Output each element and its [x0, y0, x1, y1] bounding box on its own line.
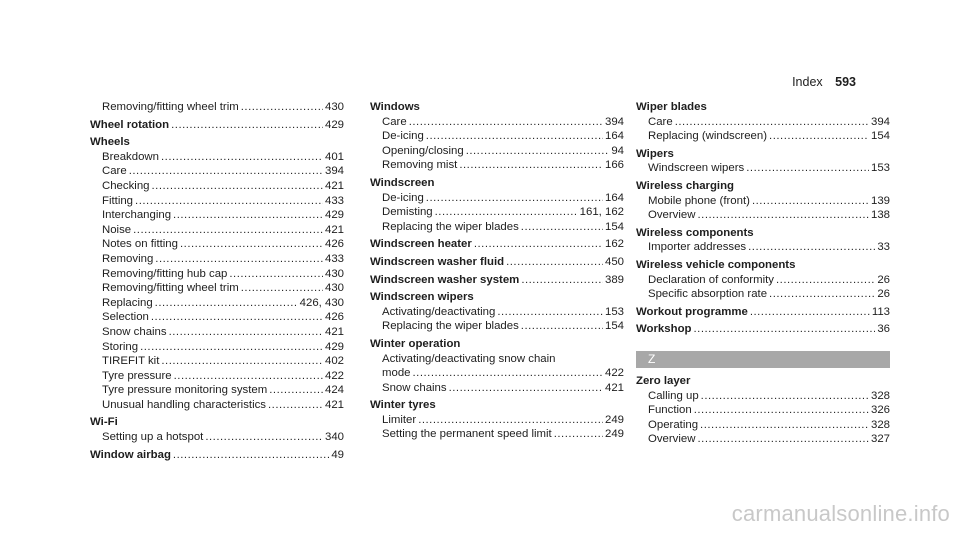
index-heading: Wiper blades [636, 101, 707, 113]
entry-text: TIREFIT kit [102, 355, 160, 368]
index-heading-entry[interactable] [370, 237, 624, 252]
dot-leader [521, 220, 603, 235]
page-ref: 154 [870, 130, 890, 143]
index-entry [90, 118, 344, 133]
index-entry [370, 176, 624, 234]
dot-leader [413, 366, 603, 381]
dot-leader [700, 418, 869, 433]
entry-text: Opening/closing [382, 144, 464, 157]
index-heading: Winter operation [370, 337, 461, 350]
index-heading-entry[interactable] [90, 448, 344, 463]
sub-entry[interactable] [636, 403, 890, 418]
index-entry [370, 290, 624, 334]
page-ref: 326 [870, 404, 890, 417]
index-heading-entry[interactable] [370, 255, 624, 270]
entry-text: Window airbag [90, 448, 171, 461]
entry-text: Setting up a hotspot [102, 431, 204, 444]
page-ref: 389 [604, 273, 624, 286]
index-entry [370, 398, 624, 442]
index-entry [90, 135, 344, 412]
sub-entry[interactable] [90, 179, 344, 194]
index-heading: Wheels [90, 136, 130, 149]
index-entry [636, 374, 890, 447]
sub-entry[interactable] [370, 305, 624, 320]
page-ref: 426 [324, 311, 344, 324]
dot-leader [174, 369, 323, 384]
sub-entry[interactable] [370, 144, 624, 159]
page-ref: 340 [324, 431, 344, 444]
entry-text: Limiter [382, 413, 417, 426]
index-heading: Wireless vehicle components [636, 258, 796, 271]
page-ref: 113 [871, 305, 890, 318]
dot-leader [268, 398, 323, 413]
entry-text: Checking [102, 179, 150, 192]
index-column-3 [636, 100, 890, 450]
dot-leader [241, 100, 323, 115]
entry-text: Care [648, 115, 673, 128]
index-entry [370, 337, 624, 395]
entry-text: De-icing [382, 191, 424, 204]
page-ref: 422 [604, 367, 624, 380]
dot-leader [426, 129, 603, 144]
page-ref: 139 [870, 194, 890, 207]
dot-leader [173, 448, 329, 463]
dot-leader [466, 144, 610, 159]
sub-entry[interactable] [370, 158, 624, 173]
dot-leader [155, 252, 323, 267]
dot-leader [554, 427, 603, 442]
dot-leader [506, 255, 603, 270]
page-ref: 249 [604, 428, 624, 441]
entry-text: Importer addresses [648, 241, 747, 254]
sub-entry[interactable] [90, 325, 344, 340]
page-ref: 49 [331, 448, 344, 461]
page-ref: 94 [611, 144, 624, 157]
page-ref: 154 [604, 320, 624, 333]
entry-text: Windscreen washer fluid [370, 255, 505, 268]
page-ref: 430 [324, 101, 344, 113]
entry-text: Windscreen washer system [370, 273, 520, 286]
sub-entry[interactable] [90, 208, 344, 223]
sub-entry[interactable] [636, 161, 890, 176]
dot-leader [409, 115, 603, 130]
entry-text: Care [382, 115, 407, 128]
page-ref: 433 [324, 194, 344, 207]
entry-text: Snow chains [102, 325, 167, 338]
page-ref: 164 [604, 191, 624, 204]
dot-leader [418, 413, 603, 428]
index-heading: Winter tyres [370, 399, 436, 412]
entry-text: Specific absorption rate [648, 288, 768, 301]
entry-text: Overview [648, 209, 696, 222]
dot-leader [129, 164, 323, 179]
entry-text: Unusual handling characteristics [102, 398, 266, 411]
page-ref: 153 [604, 305, 624, 318]
sub-entry[interactable] [90, 267, 344, 282]
dot-leader [497, 305, 603, 320]
dot-leader [180, 237, 323, 252]
sub-entry[interactable] [370, 413, 624, 428]
page-ref: 153 [870, 162, 890, 175]
entry-text: Selection [102, 311, 149, 324]
dot-leader [694, 403, 869, 418]
dot-leader [697, 208, 869, 223]
page-ref: 26 [877, 273, 890, 286]
page-ref: 402 [324, 355, 344, 368]
dot-leader [135, 194, 323, 209]
entry-text: mode [382, 367, 411, 380]
entry-text: Notes on fitting [102, 238, 178, 251]
page-ref: 430 [324, 267, 344, 280]
index-column-1 [90, 100, 344, 465]
page-ref: 394 [324, 165, 344, 178]
dot-leader [426, 191, 603, 206]
dot-leader [521, 273, 603, 288]
sub-entry[interactable] [90, 194, 344, 209]
index-heading: Wireless charging [636, 179, 735, 192]
page-ref: 164 [604, 130, 624, 143]
sub-entry[interactable] [90, 398, 344, 413]
sub-entry[interactable] [370, 205, 624, 220]
entry-text: Operating [648, 418, 699, 431]
entry-text: Breakdown [102, 150, 159, 163]
sub-entry[interactable] [90, 369, 344, 384]
index-entry [370, 273, 624, 288]
index-heading: Windows [370, 101, 420, 113]
index-entry [636, 258, 890, 302]
page-ref: 162 [604, 238, 624, 251]
index-entry [370, 237, 624, 252]
index-heading-entry[interactable] [370, 273, 624, 288]
dot-leader [152, 179, 323, 194]
entry-text: Snow chains [382, 381, 447, 394]
page-ref: 33 [877, 241, 890, 254]
dot-leader [701, 389, 869, 404]
sub-entry[interactable] [90, 237, 344, 252]
entry-text: Demisting [382, 206, 433, 219]
entry-text: Care [102, 165, 127, 178]
index-entry [370, 100, 624, 173]
page-ref: 426 [324, 238, 344, 251]
sub-entry[interactable] [636, 115, 890, 130]
page-ref: 328 [870, 389, 890, 402]
index-entry [636, 305, 890, 320]
entry-text: Overview [648, 433, 696, 446]
index-entry [90, 100, 344, 115]
entry-text: Replacing the wiper blades [382, 220, 519, 233]
page-ref: 421 [604, 381, 624, 394]
entry-text: Fitting [102, 194, 134, 207]
page-ref: 426, 430 [299, 296, 344, 309]
sub-entry[interactable] [90, 100, 344, 115]
index-entry [636, 147, 890, 176]
sub-entry[interactable] [636, 287, 890, 302]
index-heading-entry[interactable] [636, 305, 890, 320]
page-ref: 429 [324, 340, 344, 353]
page-ref: 394 [604, 115, 624, 128]
dot-leader [169, 325, 323, 340]
sub-entry[interactable] [90, 310, 344, 325]
section-header-z: Z [636, 351, 890, 368]
entry-text: Removing/fitting wheel trim [102, 282, 239, 295]
index-entry [636, 226, 890, 255]
sub-entry[interactable] [90, 340, 344, 355]
entry-text: Noise [102, 223, 132, 236]
page-ref: 421 [324, 223, 344, 236]
entry-text: Calling up [648, 389, 699, 402]
page-ref: 328 [870, 418, 890, 431]
dot-leader [229, 267, 323, 282]
sub-entry[interactable] [90, 383, 344, 398]
page-ref: 421 [324, 325, 344, 338]
dot-leader [459, 158, 603, 173]
dot-leader [269, 383, 323, 398]
dot-leader [171, 118, 323, 133]
page-ref: 166 [604, 159, 624, 172]
sub-entry[interactable] [90, 430, 344, 445]
header-title: Index [792, 75, 823, 89]
sub-entry[interactable] [90, 252, 344, 267]
sub-entry[interactable] [90, 281, 344, 296]
index-entry [90, 448, 344, 463]
dot-leader [449, 381, 603, 396]
entry-text: Wheel rotation [90, 118, 170, 131]
page-header [792, 75, 856, 89]
dot-leader [173, 208, 323, 223]
entry-text: Windscreen wipers [648, 162, 745, 175]
page-ref: 394 [870, 115, 890, 128]
entry-text: Setting the permanent speed limit [382, 428, 552, 441]
entry-text: Removing mist [382, 159, 458, 172]
index-heading-entry[interactable] [90, 118, 344, 133]
page-number: 593 [835, 75, 856, 89]
index-entry [370, 255, 624, 270]
sub-entry-text: Activating/deactivating snow chain [382, 352, 556, 365]
dot-leader [140, 340, 323, 355]
index-heading-entry[interactable] [636, 322, 890, 337]
index-heading: Windscreen wipers [370, 291, 474, 304]
dot-leader [769, 287, 875, 302]
sub-entry[interactable] [370, 220, 624, 235]
dot-leader [776, 273, 875, 288]
index-entry [636, 100, 890, 144]
sub-entry[interactable] [90, 296, 344, 311]
sub-entry[interactable] [90, 223, 344, 238]
entry-text: Tyre pressure [102, 369, 172, 382]
sub-entry[interactable] [636, 273, 890, 288]
entry-text: Replacing the wiper blades [382, 320, 519, 333]
dot-leader [161, 354, 323, 369]
entry-text: Removing [102, 252, 154, 265]
page-ref: 161, 162 [579, 206, 624, 219]
entry-text: Declaration of conformity [648, 273, 774, 286]
page-ref: 421 [324, 179, 344, 192]
index-heading: Wireless components [636, 226, 754, 239]
dot-leader [155, 296, 298, 311]
dot-leader [752, 194, 869, 209]
entry-text: Removing/fitting wheel trim [102, 101, 239, 113]
entry-text: Replacing [102, 296, 153, 309]
sub-entry[interactable] [636, 432, 890, 447]
page-ref: 450 [604, 255, 624, 268]
page-ref: 138 [870, 209, 890, 222]
dot-leader [435, 205, 578, 220]
dot-leader [746, 161, 869, 176]
dot-leader [161, 150, 323, 165]
entry-text: Windscreen heater [370, 238, 472, 251]
entry-text: Storing [102, 340, 139, 353]
page-ref: 401 [324, 150, 344, 163]
page-ref: 429 [324, 118, 344, 131]
dot-leader [151, 310, 323, 325]
entry-text: De-icing [382, 130, 424, 143]
page-ref: 249 [604, 413, 624, 426]
dot-leader [750, 305, 870, 320]
sub-entry[interactable] [636, 208, 890, 223]
sub-entry[interactable] [370, 366, 624, 381]
page-ref: 422 [324, 369, 344, 382]
page-ref: 327 [870, 433, 890, 446]
dot-leader [693, 322, 875, 337]
page-ref: 154 [604, 220, 624, 233]
entry-text: Activating/deactivating [382, 305, 496, 318]
entry-text: Workout programme [636, 305, 748, 318]
entry-text: Tyre pressure monitoring system [102, 384, 268, 397]
sub-entry[interactable] [370, 381, 624, 396]
sub-entry[interactable] [636, 389, 890, 404]
dot-leader [521, 319, 603, 334]
index-entry [90, 415, 344, 444]
dot-leader [133, 223, 323, 238]
entry-text: Replacing (windscreen) [648, 130, 768, 143]
entry-text: Removing/fitting hub cap [102, 267, 228, 280]
index-heading: Windscreen [370, 176, 435, 189]
dot-leader [769, 129, 869, 144]
entry-text: Interchanging [102, 209, 172, 222]
index-heading: Wipers [636, 147, 674, 160]
index-entry [636, 322, 890, 337]
page-ref: 421 [324, 398, 344, 411]
sub-entry[interactable] [636, 240, 890, 255]
page-ref: 36 [877, 323, 890, 336]
dot-leader [474, 237, 603, 252]
watermark-logo: carmanualsonline.info [731, 501, 950, 526]
index-column-2 [370, 100, 624, 445]
sub-entry[interactable] [90, 150, 344, 165]
sub-entry[interactable] [636, 194, 890, 209]
sub-entry[interactable] [90, 164, 344, 179]
dot-leader [675, 115, 869, 130]
dot-leader [697, 432, 869, 447]
sub-entry[interactable] [90, 354, 344, 369]
index-heading: Wi-Fi [90, 416, 118, 429]
page-ref: 429 [324, 209, 344, 222]
page-ref: 430 [324, 282, 344, 295]
sub-entry[interactable] [370, 115, 624, 130]
sub-entry[interactable] [370, 129, 624, 144]
dot-leader [748, 240, 875, 255]
sub-entry[interactable] [636, 129, 890, 144]
sub-entry[interactable] [636, 418, 890, 433]
page-ref: 424 [324, 384, 344, 397]
page-ref: 26 [877, 288, 890, 301]
dot-leader [241, 281, 323, 296]
sub-entry[interactable] [370, 427, 624, 442]
page-ref: 433 [324, 252, 344, 265]
dot-leader [205, 430, 323, 445]
entry-text: Workshop [636, 323, 692, 336]
sub-entry[interactable] [370, 191, 624, 206]
index-entry [636, 179, 890, 223]
sub-entry[interactable] [370, 319, 624, 334]
entry-text: Function [648, 404, 692, 417]
entry-text: Mobile phone (front) [648, 194, 750, 207]
index-heading: Zero layer [636, 374, 691, 387]
